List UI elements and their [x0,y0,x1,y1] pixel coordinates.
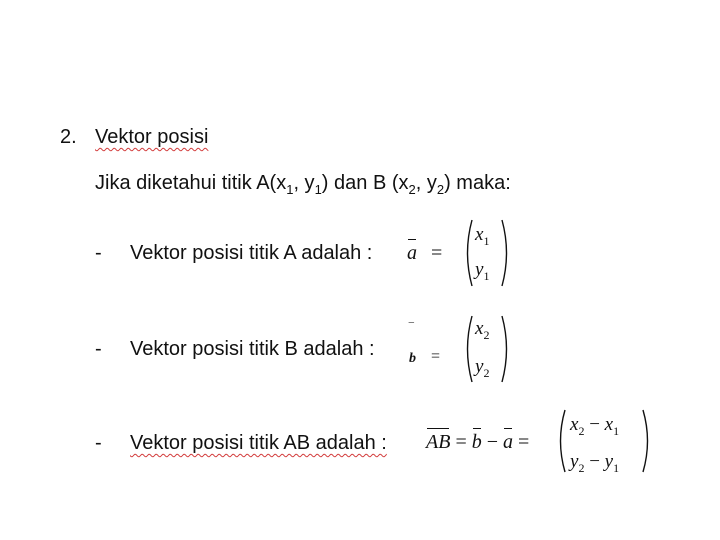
section-title-text: Vektor posisi [95,126,209,148]
matrix-b-top-sub: 2 [483,327,490,342]
matrix-b-top [475,318,489,343]
intro-sub3: 2 [408,182,416,197]
matrix-ab-top-right: x [604,414,614,435]
vector-ab-expression [426,431,529,454]
matrix-a-top-sub: 1 [483,233,490,248]
matrix-a-top [475,224,489,249]
equals-sign: = [455,431,467,453]
item-b-label: Vektor posisi titik B adalah : [130,338,375,360]
matrix-ab-top-left: x [570,414,579,435]
section-title [95,126,208,149]
equals-sign: = [431,242,443,264]
matrix-b-bottom-var: y [475,356,484,377]
matrix-b-bottom-sub: 2 [483,365,490,380]
matrix-ab-top-right-sub: 1 [613,423,620,438]
intro-mid3: , y [415,172,437,194]
item-a-label: Vektor posisi titik A adalah : [130,242,373,264]
intro-line [95,172,511,197]
intro-mid2: ) dan B (x [321,172,409,194]
matrix-ab-bottom-left: y [570,451,579,472]
matrix-ab-bottom-minus: − [589,451,600,472]
intro-sub4: 2 [436,182,445,197]
intro-suffix: ) maka: [444,172,511,194]
minus-sign: − [486,431,498,453]
matrix-ab-bottom-left-sub: 2 [578,460,585,475]
matrix-a-bottom-sub: 1 [483,268,490,283]
vector-b-bar: ‾ [409,322,414,337]
intro-sub1: 1 [286,182,294,197]
vector-ab-symbol: AB [426,431,451,453]
section-number: 2. [60,126,77,148]
intro-sub2: 1 [314,182,322,197]
bullet-dash: - [95,338,102,360]
matrix-b-bottom [475,356,489,381]
equals-sign: = [518,431,530,453]
vector-a-symbol: a [503,431,513,453]
bullet-dash: - [95,432,102,454]
matrix-ab-bottom-right: y [604,451,614,472]
matrix-ab-top-minus: − [589,414,600,435]
matrix-ab-top-left-sub: 2 [578,423,585,438]
matrix-ab-bottom [570,451,619,476]
equals-sign: = [431,348,441,365]
matrix-b-top-var: x [475,318,484,339]
intro-mid1: , y [293,172,315,194]
matrix-ab-bottom-right-sub: 1 [613,460,620,475]
item-ab-label-text: Vektor posisi titik AB adalah : [130,432,387,454]
vector-b-symbol: b [471,431,482,453]
matrix-a-top-var: x [475,224,484,245]
matrix-ab-top [570,414,619,439]
item-ab-label [130,432,387,455]
bullet-dash: - [95,242,102,264]
vector-b-symbol: b [409,351,416,366]
matrix-a-bottom-var: y [475,259,484,280]
vector-a-letter: a [407,242,417,264]
vector-a-symbol [407,242,417,265]
intro-prefix: Jika diketahui titik A(x [95,172,287,194]
matrix-a-bottom [475,259,489,284]
